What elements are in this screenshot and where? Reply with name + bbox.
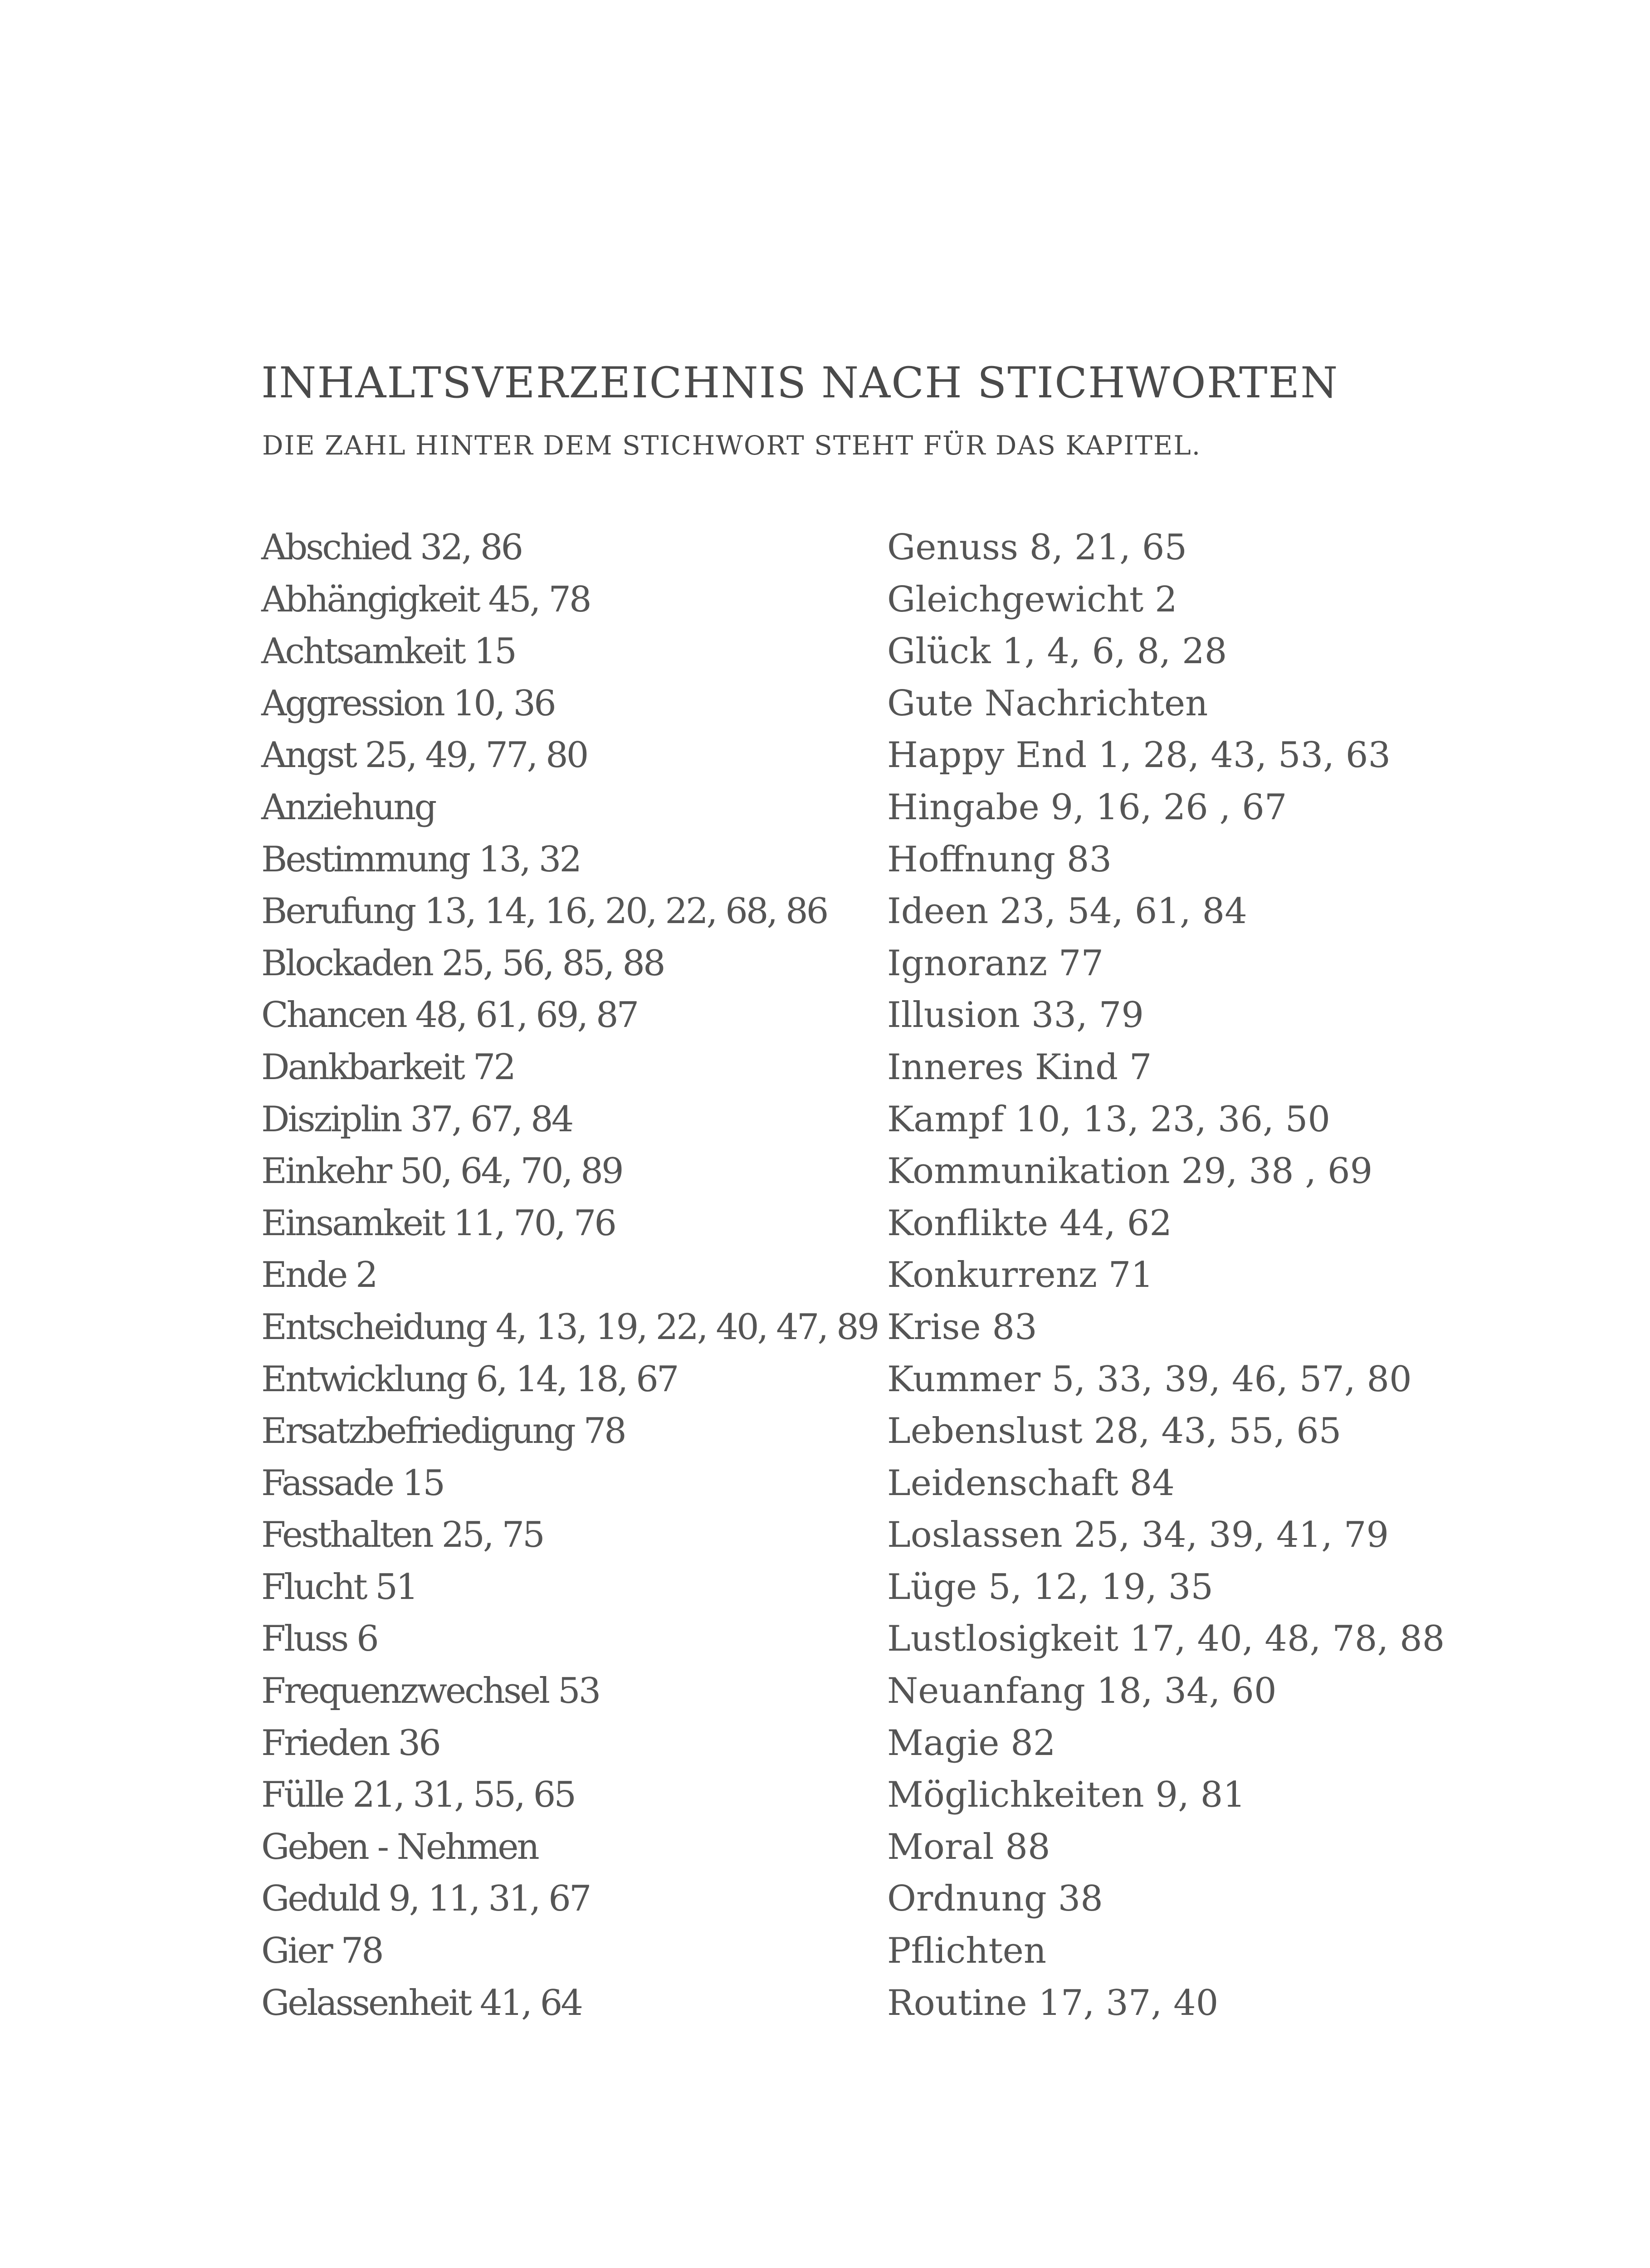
index-entry: Happy End 1, 28, 43, 53, 63 <box>887 735 1391 776</box>
index-entry: Entwicklung 6, 14, 18, 67 <box>261 1359 678 1400</box>
index-entry: Einkehr 50, 64, 70, 89 <box>261 1151 622 1192</box>
index-entry: Ordnung 38 <box>887 1878 1103 1920</box>
index-entry: Abhängigkeit 45, 78 <box>261 579 590 620</box>
index-entry: Berufung 13, 14, 16, 20, 22, 68, 86 <box>261 891 827 932</box>
index-entry: Lustlosigkeit 17, 40, 48, 78, 88 <box>887 1618 1445 1660</box>
index-entry: Ignoranz 77 <box>887 943 1104 984</box>
index-entry: Festhalten 25, 75 <box>261 1515 543 1556</box>
index-entry: Konkurrenz 71 <box>887 1255 1153 1296</box>
index-entry: Möglichkeiten 9, 81 <box>887 1774 1245 1816</box>
index-entry: Kampf 10, 13, 23, 36, 50 <box>887 1099 1330 1140</box>
index-entry: Illusion 33, 79 <box>887 995 1144 1036</box>
index-entry: Blockaden 25, 56, 85, 88 <box>261 943 664 984</box>
index-entry: Frequenzwechsel 53 <box>261 1671 600 1712</box>
index-entry: Bestimmung 13, 32 <box>261 839 581 880</box>
index-entry: Abschied 32, 86 <box>261 527 522 568</box>
index-entry: Dankbarkeit 72 <box>261 1046 515 1088</box>
index-entry: Fassade 15 <box>261 1462 444 1504</box>
page-subtitle: DIE ZAHL HINTER DEM STICHWORT STEHT FÜR DAS KAPITEL. <box>262 430 1201 461</box>
index-entry: Gleichgewicht 2 <box>887 579 1177 620</box>
index-entry: Geduld 9, 11, 31, 67 <box>261 1878 590 1920</box>
index-entry: Gier 78 <box>261 1931 382 1972</box>
index-entry: Fluss 6 <box>261 1618 377 1660</box>
index-entry: Loslassen 25, 34, 39, 41, 79 <box>887 1515 1389 1556</box>
index-entry: Hingabe 9, 16, 26 , 67 <box>887 787 1287 828</box>
index-entry: Inneres Kind 7 <box>887 1046 1152 1088</box>
index-entry: Ideen 23, 54, 61, 84 <box>887 891 1247 932</box>
index-entry: Achtsamkeit 15 <box>261 631 515 672</box>
index-entry: Aggression 10, 36 <box>261 683 555 724</box>
index-entry: Konflikte 44, 62 <box>887 1202 1172 1244</box>
index-entry: Entscheidung 4, 13, 19, 22, 40, 47, 89 <box>261 1306 878 1348</box>
index-entry: Leidenschaft 84 <box>887 1462 1175 1504</box>
index-entry: Moral 88 <box>887 1826 1050 1867</box>
index-column-right <box>887 522 1445 2029</box>
index-entry: Lebenslust 28, 43, 55, 65 <box>887 1411 1342 1452</box>
index-entry: Anziehung <box>261 787 435 828</box>
index-entry: Geben - Nehmen <box>261 1826 538 1867</box>
index-entry: Frieden 36 <box>261 1722 439 1764</box>
index-entry: Lüge 5, 12, 19, 35 <box>887 1566 1214 1608</box>
index-entry: Gelassenheit 41, 64 <box>261 1982 581 2024</box>
index-entry: Einsamkeit 11, 70, 76 <box>261 1202 615 1244</box>
index-column-left <box>261 522 878 2029</box>
index-entry: Magie 82 <box>887 1722 1056 1764</box>
index-entry: Genuss 8, 21, 65 <box>887 527 1187 568</box>
index-entry: Routine 17, 37, 40 <box>887 1982 1219 2024</box>
index-entry: Chancen 48, 61, 69, 87 <box>261 995 638 1036</box>
index-entry: Flucht 51 <box>261 1566 417 1608</box>
index-entry: Krise 83 <box>887 1306 1037 1348</box>
index-entry: Angst 25, 49, 77, 80 <box>261 735 587 776</box>
index-entry: Fülle 21, 31, 55, 65 <box>261 1774 575 1816</box>
index-entry: Gute Nachrichten <box>887 683 1208 724</box>
index-entry: Kommunikation 29, 38 , 69 <box>887 1151 1373 1192</box>
page-title: INHALTSVERZEICHNIS NACH STICHWORTEN <box>261 358 1339 408</box>
index-entry: Pflichten <box>887 1931 1047 1972</box>
index-entry: Hoffnung 83 <box>887 839 1112 880</box>
index-entry: Kummer 5, 33, 39, 46, 57, 80 <box>887 1359 1412 1400</box>
index-entry: Glück 1, 4, 6, 8, 28 <box>887 631 1227 672</box>
index-entry: Ersatzbefriedigung 78 <box>261 1411 625 1452</box>
index-entry: Neuanfang 18, 34, 60 <box>887 1671 1277 1712</box>
index-entry: Disziplin 37, 67, 84 <box>261 1099 572 1140</box>
index-entry: Ende 2 <box>261 1255 376 1296</box>
